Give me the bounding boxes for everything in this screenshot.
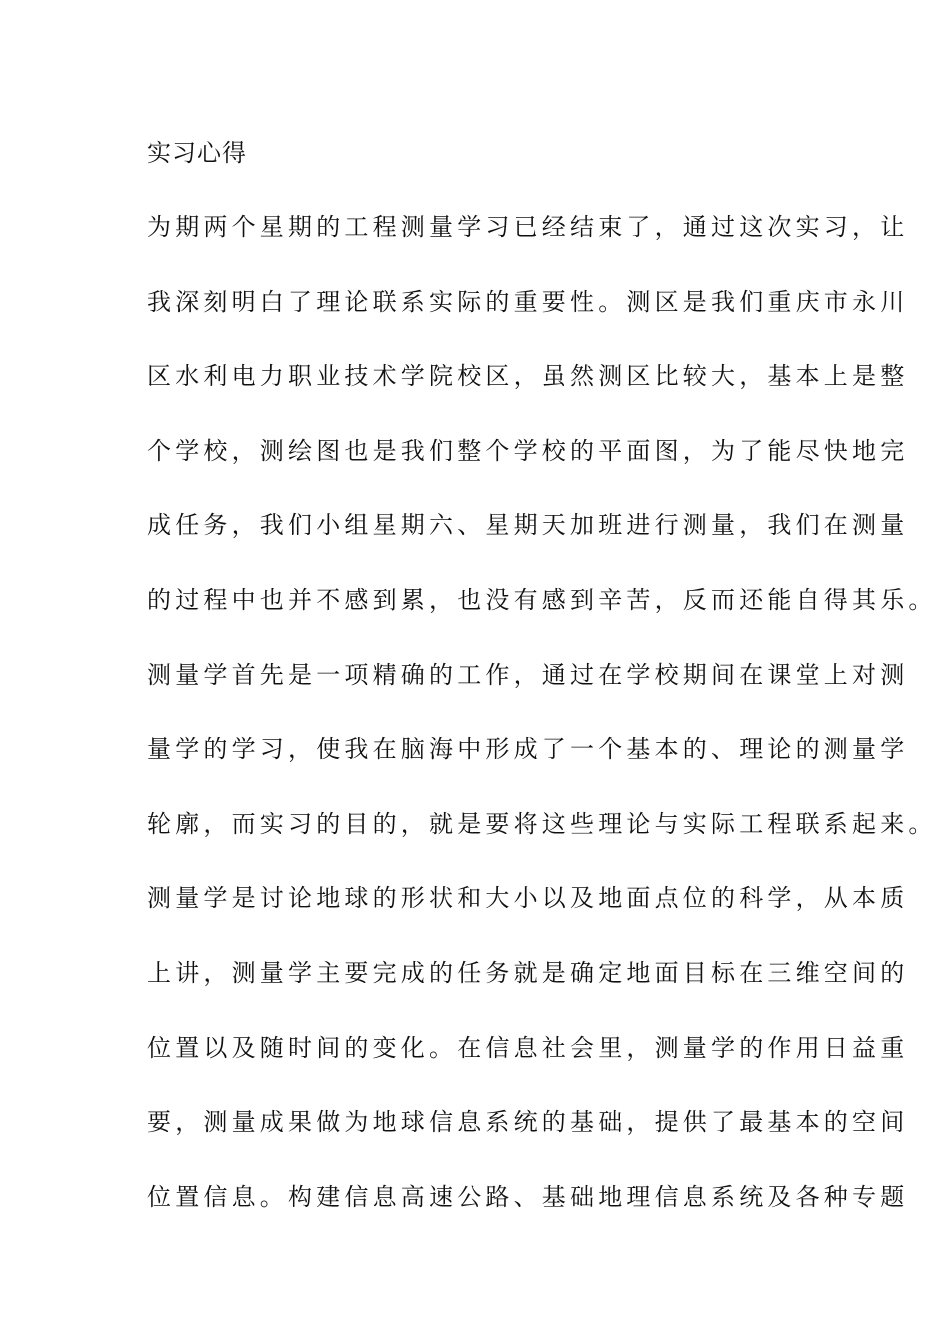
body-line-5: 成任务，我们小组星期六、星期天加班进行测量，我们在测量	[147, 511, 909, 539]
body-line-4: 个学校，测绘图也是我们整个学校的平面图，为了能尽快地完	[147, 437, 909, 465]
body-line-9: 轮廓，而实习的目的，就是要将这些理论与实际工程联系起来。	[147, 810, 937, 838]
body-line-7: 测量学首先是一项精确的工作，通过在学校期间在课堂上对测	[147, 661, 909, 689]
body-line-3: 区水利电力职业技术学院校区，虽然测区比较大，基本上是整	[147, 362, 909, 390]
body-line-1: 为期两个星期的工程测量学习已经结束了，通过这次实习，让	[147, 213, 909, 241]
document-title: 实习心得	[147, 139, 247, 167]
body-line-2: 我深刻明白了理论联系实际的重要性。测区是我们重庆市永川	[147, 288, 909, 316]
body-line-10: 测量学是讨论地球的形状和大小以及地面点位的科学，从本质	[147, 884, 909, 912]
body-line-8: 量学的学习，使我在脑海中形成了一个基本的、理论的测量学	[147, 735, 909, 763]
body-line-14: 位置信息。构建信息高速公路、基础地理信息系统及各种专题	[147, 1183, 909, 1211]
body-line-6: 的过程中也并不感到累，也没有感到辛苦，反而还能自得其乐。	[147, 586, 937, 614]
body-line-11: 上讲，测量学主要完成的任务就是确定地面目标在三维空间的	[147, 959, 909, 987]
body-line-13: 要，测量成果做为地球信息系统的基础，提供了最基本的空间	[147, 1108, 909, 1136]
body-line-12: 位置以及随时间的变化。在信息社会里，测量学的作用日益重	[147, 1034, 909, 1062]
